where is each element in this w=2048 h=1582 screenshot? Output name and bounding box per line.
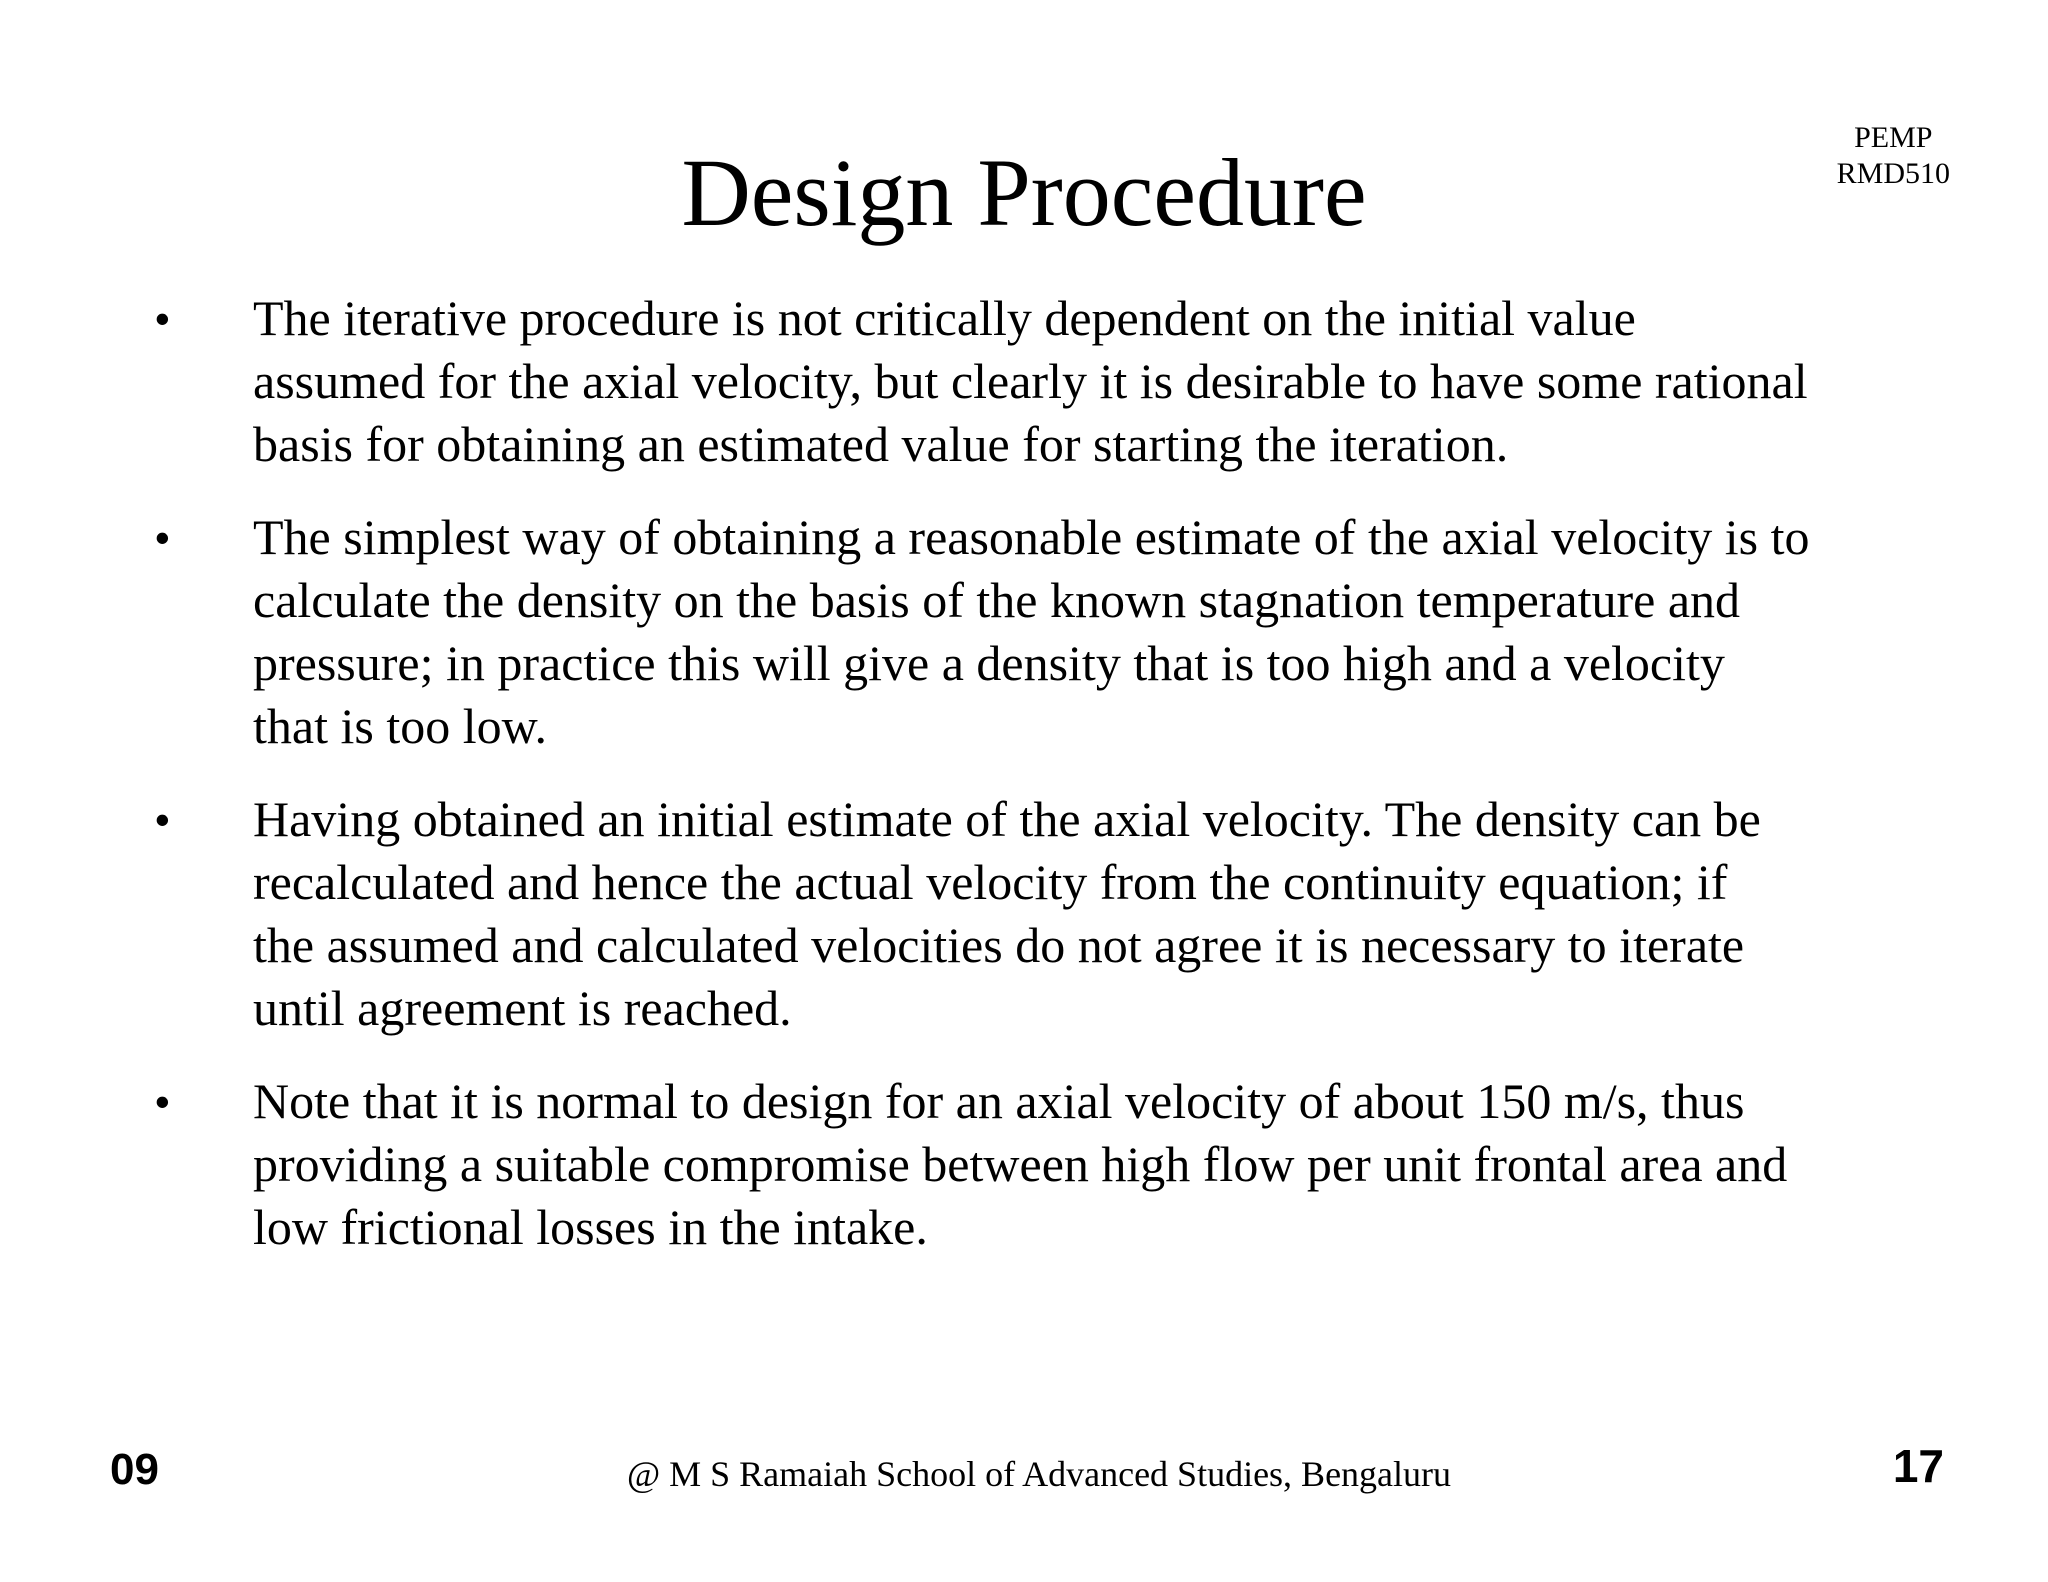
bullet-icon: • <box>155 1078 170 1125</box>
bullet-line: basis for obtaining an estimated value for starting the iteration. <box>253 416 1509 472</box>
bullet-list <box>0 287 2048 1289</box>
footer-copyright: @ M S Ramaiah School of Advanced Studies, Bengaluru <box>626 1454 1452 1494</box>
footer-module-number: 09 <box>110 1445 159 1494</box>
bullet-line: Note that it is normal to design for an axial velocity of about 150 m/s, thus <box>253 1073 1745 1129</box>
bullet-line: The simplest way of obtaining a reasonable estimate of the axial velocity is to <box>253 509 1810 565</box>
bullet-text <box>253 1070 1903 1259</box>
bullet-line: assumed for the axial velocity, but clearly it is desirable to have some rational <box>253 353 1808 409</box>
slide-title: Design Procedure <box>681 139 1367 246</box>
bullet-line: recalculated and hence the actual velocity from the continuity equation; if <box>253 854 1728 910</box>
course-code-line-2: RMD510 <box>1836 157 1950 190</box>
bullet-icon: • <box>155 796 170 843</box>
bullet-line: until agreement is reached. <box>253 980 792 1036</box>
footer-page-number: 17 <box>1892 1440 1944 1492</box>
bullet-line: Having obtained an initial estimate of the axial velocity. The density can be <box>253 791 1761 847</box>
bullet-line: providing a suitable compromise between high flow per unit frontal area and <box>253 1136 1788 1192</box>
bullet-text <box>253 287 1903 476</box>
bullet-line: low frictional losses in the intake. <box>253 1199 928 1255</box>
bullet-item <box>0 287 2048 476</box>
bullet-icon: • <box>155 514 170 561</box>
bullet-text <box>253 506 1903 758</box>
bullet-item <box>0 506 2048 758</box>
course-code-line-1: PEMP <box>1854 121 1933 154</box>
bullet-line: calculate the density on the basis of the known stagnation temperature and <box>253 572 1741 628</box>
bullet-item <box>0 788 2048 1040</box>
bullet-line: the assumed and calculated velocities do not agree it is necessary to iterate <box>253 917 1745 973</box>
bullet-icon: • <box>155 295 170 342</box>
course-code <box>1837 120 1950 192</box>
bullet-item <box>0 1070 2048 1259</box>
bullet-line: pressure; in practice this will give a density that is too high and a velocity <box>253 635 1725 691</box>
bullet-text <box>253 788 1903 1040</box>
bullet-line: The iterative procedure is not critically dependent on the initial value <box>253 290 1636 346</box>
bullet-line: that is too low. <box>253 698 547 754</box>
